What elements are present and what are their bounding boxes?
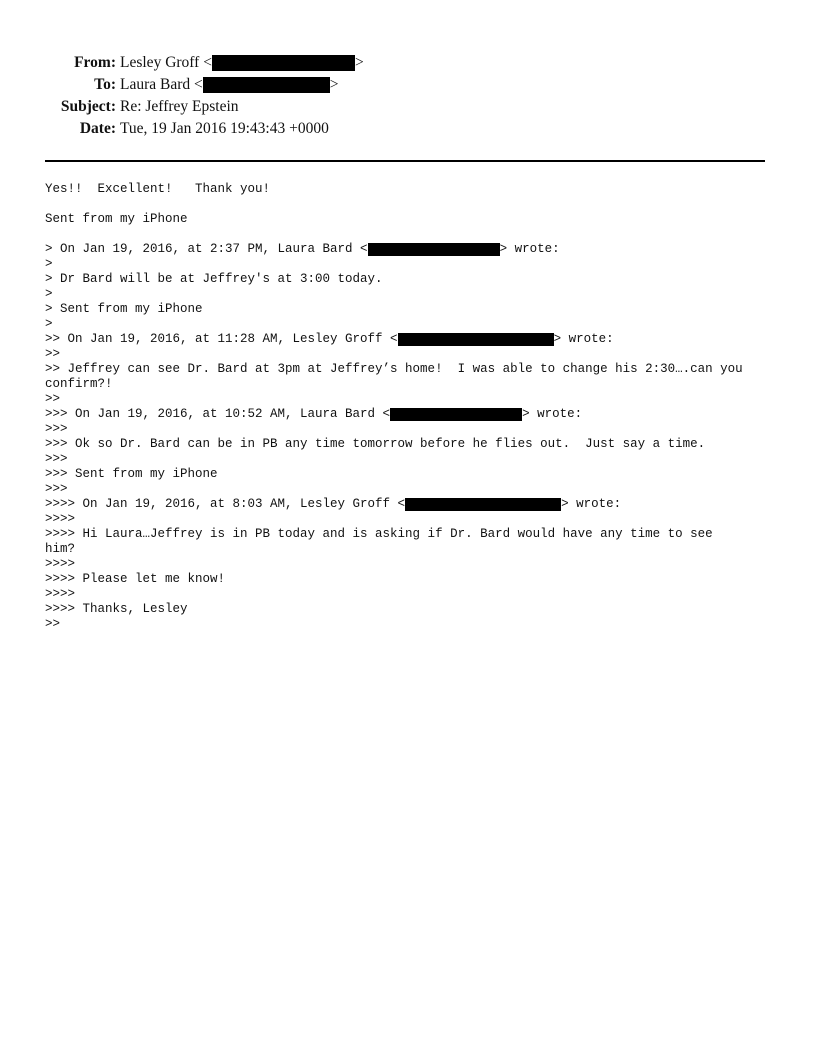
quote-header-text: > On Jan 19, 2016, at 2:37 PM, Laura Bard < — [45, 242, 368, 256]
date-label: Date: — [79, 120, 116, 137]
body-line: Yes!! Excellent! Thank you! — [45, 182, 271, 196]
quote-header-line — [45, 242, 785, 257]
redacted-email-box — [390, 408, 522, 421]
redacted-email-box — [212, 55, 355, 71]
body-line: >>>> — [45, 587, 76, 601]
quote-header-suffix: > wrote: — [561, 497, 622, 511]
from-name: Lesley Groff < — [120, 54, 212, 71]
redacted-email-box — [203, 77, 330, 93]
body-line: >>>> Hi Laura…Jeffrey is in PB today and is asking if Dr. Bard would have any time to see — [45, 527, 713, 541]
from-close: > — [354, 54, 364, 71]
subject-label: Subject: — [60, 98, 116, 115]
body-line: Sent from my iPhone — [45, 212, 188, 226]
quote-header-text: >>>> On Jan 19, 2016, at 8:03 AM, Lesley Groff < — [45, 497, 406, 511]
to-value — [120, 74, 339, 96]
body-line: > — [45, 287, 53, 301]
body-line: > Sent from my iPhone — [45, 302, 203, 316]
redacted-email-box — [368, 243, 500, 256]
from-label: From: — [74, 54, 116, 71]
quote-header-suffix: > wrote: — [499, 242, 560, 256]
to-name: Laura Bard < — [120, 76, 203, 93]
quote-header-suffix: > wrote: — [522, 407, 583, 421]
redacted-email-box — [398, 333, 554, 346]
body-line: > — [45, 317, 53, 331]
body-line: >>>> Please let me know! — [45, 572, 226, 586]
subject-value: Re: Jeffrey Epstein — [120, 98, 239, 115]
redacted-email-box — [405, 498, 561, 511]
date-value: Tue, 19 Jan 2016 19:43:43 +0000 — [120, 120, 329, 137]
body-line: confirm?! — [45, 377, 113, 391]
body-line: >>>> Thanks, Lesley — [45, 602, 188, 616]
body-line: >>> — [45, 422, 68, 436]
blank-line — [45, 227, 785, 242]
date-row — [0, 118, 816, 140]
from-value — [120, 52, 364, 74]
email-body — [45, 182, 785, 632]
quote-header-suffix: > wrote: — [553, 332, 614, 346]
quote-header-text: >> On Jan 19, 2016, at 11:28 AM, Lesley Groff < — [45, 332, 398, 346]
subject-row — [0, 96, 816, 118]
blank-line — [45, 197, 785, 212]
body-line: >>>> — [45, 557, 76, 571]
body-line: him? — [45, 542, 76, 556]
email-header — [0, 52, 816, 140]
body-line: >>> — [45, 482, 68, 496]
body-line: >>> Sent from my iPhone — [45, 467, 218, 481]
body-line: >> — [45, 617, 61, 631]
body-line: > Dr Bard will be at Jeffrey's at 3:00 today. — [45, 272, 383, 286]
body-line: >> — [45, 392, 61, 406]
to-label: To: — [94, 76, 116, 93]
body-line: >> Jeffrey can see Dr. Bard at 3pm at Jeffrey’s home! I was able to change his 2:30….can you — [45, 362, 743, 376]
quote-header-text: >>> On Jan 19, 2016, at 10:52 AM, Laura Bard < — [45, 407, 391, 421]
body-line: >>> Ok so Dr. Bard can be in PB any time tomorrow before he flies out. Just say a time. — [45, 437, 706, 451]
from-row — [0, 52, 816, 74]
to-row — [0, 74, 816, 96]
header-divider — [45, 160, 765, 162]
quote-header-line — [45, 407, 785, 422]
quote-header-line — [45, 497, 785, 512]
body-line: >> — [45, 347, 61, 361]
to-close: > — [329, 76, 339, 93]
body-line: > — [45, 257, 53, 271]
body-line: >>>> — [45, 512, 76, 526]
body-line: >>> — [45, 452, 68, 466]
quote-header-line — [45, 332, 785, 347]
